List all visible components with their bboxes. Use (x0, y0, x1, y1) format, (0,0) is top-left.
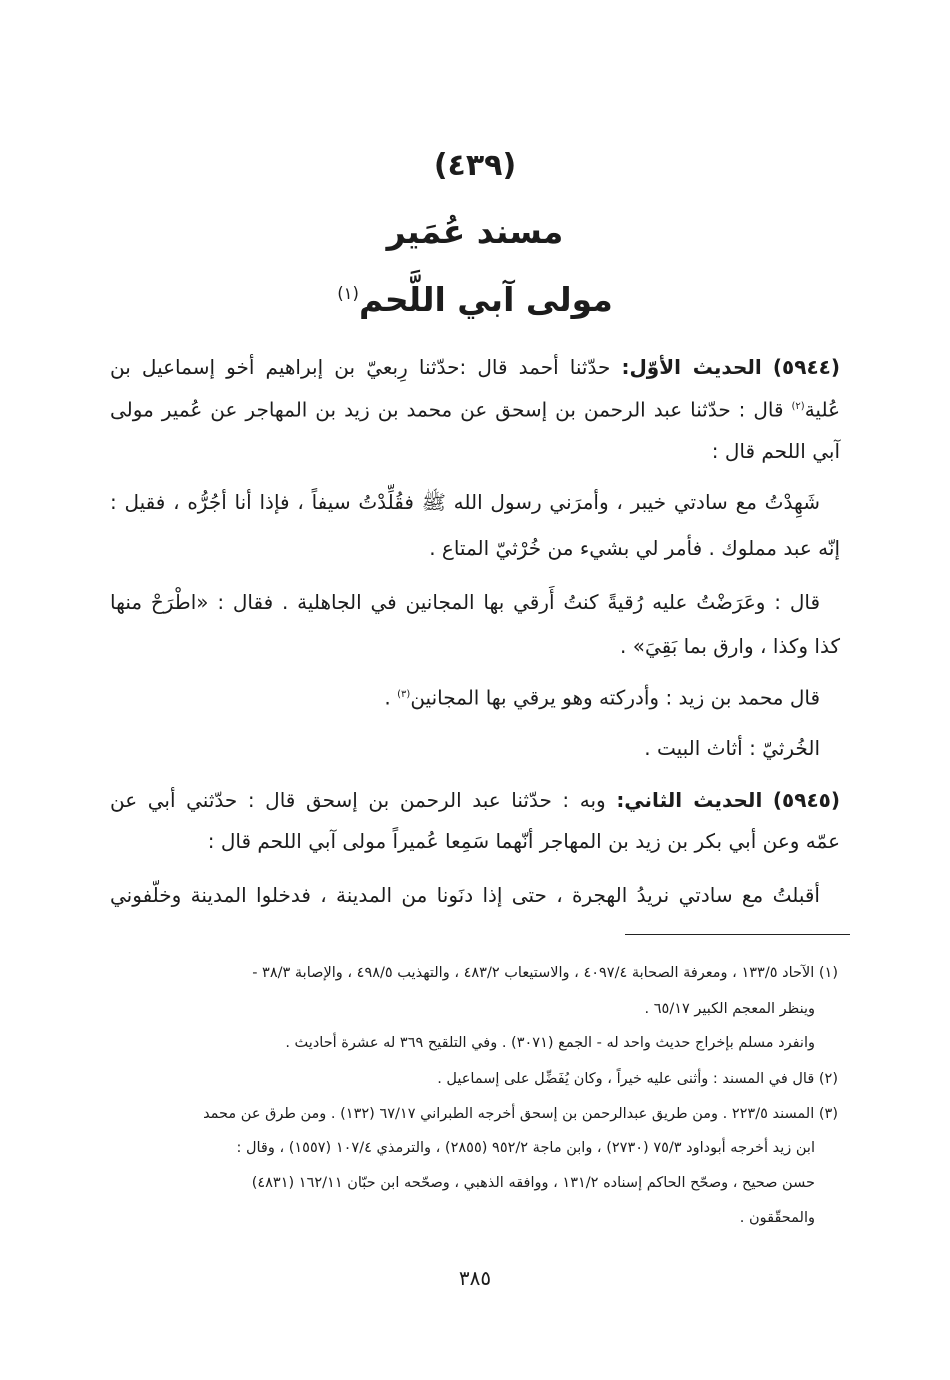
page-title: مسند عُمَير (386, 212, 564, 251)
footnote-1-line-2: وينظر المعجم الكبير ٦٥/١٧ . (644, 1001, 815, 1017)
footnote-1-line-3: وانفرد مسلم بإخراج حديث واحد له - الجمع (٣٠٧١) . وفي التلقيح ٣٦٩ له عشرة أحاديث . (285, 1035, 815, 1051)
hadith-1-text: حدّثنا أحمد قال :حدّثنا رِبعيّ بن إبراهيم أخو إسماعيل بن (110, 355, 611, 379)
page-subtitle (0, 280, 950, 319)
hadith-1-paragraph-2-line-2: إنّه عبد مملوك . فأمر لي بشيء من خُرْثيّ المتاع . (429, 536, 840, 560)
footnote-marker: (٢) (791, 401, 805, 412)
footnote-3-line-4: والمحقّقون . (739, 1210, 815, 1226)
paragraph-4-end: . (384, 685, 398, 710)
hadith-1-line-2 (110, 392, 840, 425)
hadith-2-number: (٥٩٤٥) (772, 788, 841, 812)
footnote-marker: (١) (337, 284, 359, 303)
hadith-1-line-1 (110, 352, 840, 382)
hadith-1-paragraph-3-line-1: قال : وعَرَضْتُ عليه رُقيةً كنتُ أَرقي بها المجانين في الجاهلية . فقال : «اطْرَحْ منها (110, 590, 820, 614)
subtitle-text: مولى آبي اللَّحم (358, 280, 613, 319)
section-number: (٤٣٩) (433, 148, 517, 183)
hadith-1-line-3: آبي اللحم قال : (711, 439, 840, 463)
footnote-1-line-1: (١) الآحاد ١٣٣/٥ ، ومعرفة الصحابة ٤٠٩٧/٤ ، والاستيعاب ٤٨٣/٢ ، والتهذيب ٤٩٨/٥ ، والإصابة ٣٨/٣ - (252, 965, 838, 981)
hadith-1-paragraph-4 (110, 680, 820, 713)
footnote-3-line-1: (٣) المسند ٢٢٣/٥ . ومن طريق عبدالرحمن بن إسحق أخرجه الطبراني ٦٧/١٧ (١٣٢) . ومن طرق عن محمد (203, 1106, 838, 1122)
hadith-2-line-2: عمّه وعن أبي بكر بن زيد بن المهاجر أنّهما سَمِعا عُميراً مولى آبي اللحم قال : (207, 829, 840, 853)
hadith-2-label: الحديث الثاني: (616, 788, 763, 812)
paragraph-4-text: قال محمد بن زيد : وأدركته وهو يرقي بها المجانين (410, 685, 820, 710)
hadith-1-text-a: عُلية (804, 397, 840, 422)
footnote-3-line-3: حسن صحيح ، وصحّح الحاكم إسناده ١٣١/٢ ، ووافقه الذهبي ، وصحّحه ابن حبّان ١٦٢/١١ (٤٨٣١) (251, 1175, 815, 1191)
footnote-2-line-1: (٢) قال في المسند : وأثنى عليه خيراً ، وكان يُفَضِّل على إسماعيل . (437, 1071, 838, 1087)
hadith-1-gloss: الخُرثيّ : أثاث البيت . (644, 736, 820, 760)
page-number: ٣٨٥ (458, 1266, 492, 1290)
hadith-1-label: الحديث الأوّل: (621, 355, 762, 379)
hadith-2-line-1 (110, 785, 840, 815)
hadith-1-paragraph-3-line-2: كذا وكذا ، وارق بما بَقِيَ» . (620, 634, 840, 658)
hadith-2-text: وبه : حدّثنا عبد الرحمن بن إسحق قال : حدّثني أبي عن (110, 788, 606, 812)
hadith-1-number: (٥٩٤٤) (772, 355, 840, 379)
hadith-1-paragraph-2-line-1: شَهِدْتُ مع سادتي خيبر ، وأمرَني رسول الله ﷺ فقُلِّدْتُ سيفاً ، فإذا أنا أجُرُّه ، فقيل : (110, 490, 820, 514)
footnote-divider (625, 934, 850, 935)
footnote-3-line-2: ابن زيد أخرجه أبوداود ٧٥/٣ (٢٧٣٠) ، وابن ماجة ٩٥٢/٢ (٢٨٥٥) ، والترمذي ١٠٧/٤ (١٥٥٧) ، وقال : (236, 1140, 815, 1156)
footnote-marker: (٣) (397, 689, 411, 700)
hadith-1-text-b: قال : حدّثنا عبد الرحمن بن إسحق عن محمد بن زيد بن المهاجر عن عُمير مولى (110, 397, 792, 422)
hadith-2-line-3: أقبلتُ مع سادتي نريدُ الهجرة ، حتى إذا دنَونا من المدينة ، فدخلوا المدينة وخلّفوني (110, 883, 820, 907)
